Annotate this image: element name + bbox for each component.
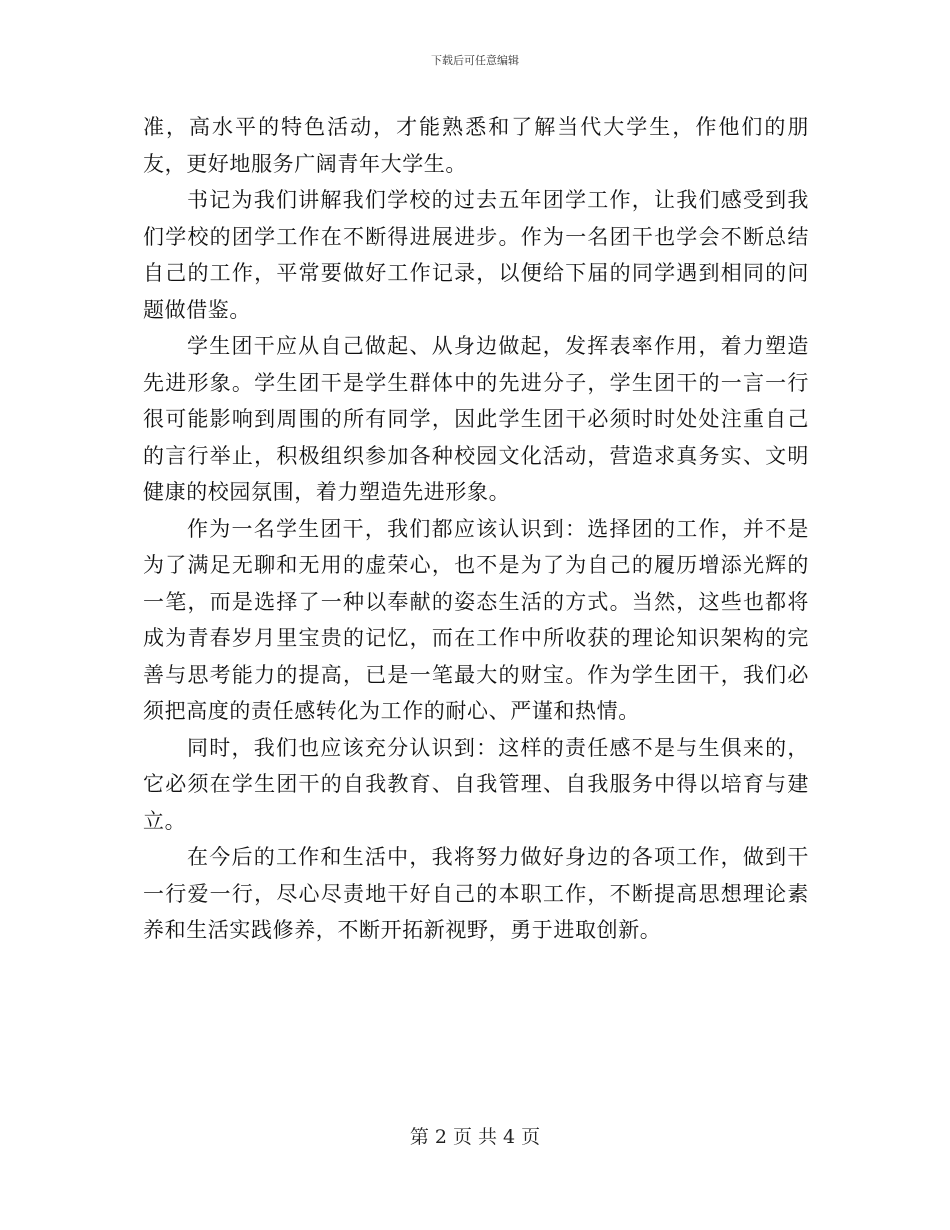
footer-current-page: 2 — [434, 1126, 447, 1148]
paragraph-recognition: 作为一名学生团干，我们都应该认识到：选择团的工作，并不是为了满足无聊和无用的虚荣心，也不是为了为自己的履历增添光辉的一笔，而是选择了一种以奉献的姿态生活的方式。当然，这些也都将成为青春岁月里宝贵的记忆，而在工作中所收获的理论知识架构的完善与思考能力的提高，已是一笔最大的财宝。作为学生团干，我们必须把高度的责任感转化为工作的耐心、严谨和热情。 — [143, 516, 809, 723]
footer-total-pages: 4 — [503, 1126, 516, 1148]
paragraph-secretary-review: 书记为我们讲解我们学校的过去五年团学工作，让我们感受到我们学校的团学工作在不断得进展进步。作为一名团干也学会不断总结自己的工作，平常要做好工作记录，以便给下届的同学遇到相同的问题做借鉴。 — [143, 188, 809, 322]
page-number-footer — [0, 1125, 950, 1149]
paragraph-continuation: 准，高水平的特色活动，才能熟悉和了解当代大学生，作他们的朋友，更好地服务广阔青年大学生。 — [143, 115, 809, 176]
page-header-note: 下载后可任意编辑 — [431, 54, 519, 67]
footer-page-word: 页 — [452, 1126, 472, 1148]
footer-suffix: 页 — [521, 1126, 541, 1148]
footer-prefix: 第 — [409, 1126, 429, 1148]
paragraph-responsibility: 同时，我们也应该充分认识到：这样的责任感不是与生俱来的，它必须在学生团干的自我教育、自我管理、自我服务中得以培育与建立。 — [143, 735, 809, 833]
footer-total-word: 共 — [478, 1126, 498, 1148]
paragraph-future-plan: 在今后的工作和生活中，我将努力做好身边的各项工作，做到干一行爱一行，尽心尽责地干好自己的本职工作，不断提高思想理论素养和生活实践修养，不断开拓新视野，勇于进取创新。 — [143, 845, 809, 942]
document-body — [143, 109, 809, 949]
paragraph-role-model: 学生团干应从自己做起、从身边做起，发挥表率作用，着力塑造先进形象。学生团干是学生群体中的先进分子，学生团干的一言一行很可能影响到周围的所有同学，因此学生团干必须时时处处注重自己的言行举止，积极组织参加各种校园文化活动，营造求真务实、文明健康的校园氛围，着力塑造先进形象。 — [143, 334, 809, 504]
